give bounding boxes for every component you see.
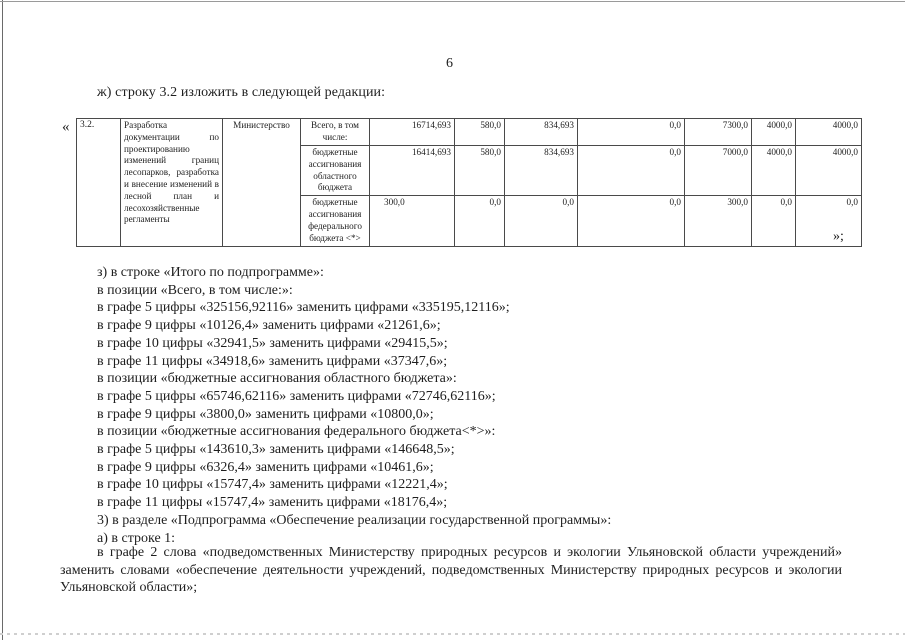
row-name: Разработка документации по проектированию изменений границ лесопарков, разработка и внесение изменений в лесной план и лесохозяйственные регламенты	[121, 119, 223, 247]
value-cell: 4000,0	[752, 119, 796, 146]
value-cell: 4000,0	[752, 146, 796, 196]
value-cell: 0,0	[796, 196, 862, 247]
program-table	[76, 118, 862, 247]
value-cell: 16714,693	[370, 119, 455, 146]
value-cell: 7300,0	[685, 119, 752, 146]
text-line: а) в строке 1:	[97, 530, 176, 546]
amendment-lines	[97, 264, 842, 547]
text-line: 3) в разделе «Подпрограмма «Обеспечение реализации государственной программы»:	[97, 512, 612, 528]
text-line: в графе 11 цифры «34918,6» заменить цифрами «37347,6»;	[97, 353, 448, 369]
value-cell: 0,0	[578, 119, 685, 146]
page-edge-left	[2, 0, 3, 640]
value-cell: 834,693	[505, 146, 578, 196]
value-cell: 300,0	[370, 196, 455, 247]
value-cell: 16414,693	[370, 146, 455, 196]
page-number: 6	[446, 56, 453, 71]
value-cell: 0,0	[578, 196, 685, 247]
value-cell: 834,693	[505, 119, 578, 146]
source-cell: бюджетные ассигнования федерального бюджета <*>	[301, 196, 370, 247]
text-line: в графе 9 цифры «6326,4» заменить цифрами «10461,6»;	[97, 459, 434, 475]
amendment-paragraph: в графе 2 слова «подведомственных Министерству природных ресурсов и экологии Ульяновской области учреждений» заменить словами «обеспечение деятельности учреждений, подведомственных Министерству природных ресурсов и экологии Ульяновской области»;	[60, 545, 842, 595]
value-cell: 7000,0	[685, 146, 752, 196]
text-line: в позиции «бюджетные ассигнования федерального бюджета<*>»:	[97, 424, 496, 440]
quote-open: «	[62, 119, 70, 135]
text-line: в графе 10 цифры «15747,4» заменить цифрами «12221,4»;	[97, 477, 448, 493]
source-cell: Всего, в том числе:	[301, 119, 370, 146]
value-cell: 4000,0	[796, 119, 862, 146]
text-line: в позиции «Всего, в том числе:»:	[97, 282, 293, 298]
text-line: в графе 9 цифры «10126,4» заменить цифрами «21261,6»;	[97, 318, 441, 334]
intro-line: ж) строку 3.2 изложить в следующей редакции:	[97, 85, 386, 100]
row-executor: Министерство	[223, 119, 301, 247]
value-cell: 580,0	[455, 119, 505, 146]
text-line: в графе 9 цифры «3800,0» заменить цифрами «10800,0»;	[97, 406, 434, 422]
quote-close: »;	[833, 229, 844, 244]
page-edge-top	[0, 1, 905, 2]
text-line: в графе 5 цифры «143610,3» заменить цифрами «146648,5»;	[97, 442, 455, 458]
source-cell: бюджетные ассигнования областного бюджета	[301, 146, 370, 196]
text-line: в графе 10 цифры «32941,5» заменить цифрами «29415,5»;	[97, 335, 448, 351]
page-edge-bottom	[0, 633, 905, 635]
value-cell: 0,0	[455, 196, 505, 247]
value-cell: 0,0	[578, 146, 685, 196]
text-line: з) в строке «Итого по подпрограмме»:	[97, 265, 324, 280]
text-line: в графе 5 цифры «65746,62116» заменить цифрами «72746,62116»;	[97, 388, 496, 404]
value-cell: 0,0	[752, 196, 796, 247]
text-line: в графе 5 цифры «325156,92116» заменить цифрами «335195,12116»;	[97, 300, 510, 316]
value-cell: 0,0	[505, 196, 578, 247]
text-line: в позиции «бюджетные ассигнования областного бюджета»:	[97, 371, 457, 387]
value-cell: 300,0	[685, 196, 752, 247]
value-cell: 4000,0	[796, 146, 862, 196]
value-cell: 580,0	[455, 146, 505, 196]
row-number: 3.2.	[77, 119, 121, 247]
text-line: в графе 11 цифры «15747,4» заменить цифрами «18176,4»;	[97, 495, 448, 511]
